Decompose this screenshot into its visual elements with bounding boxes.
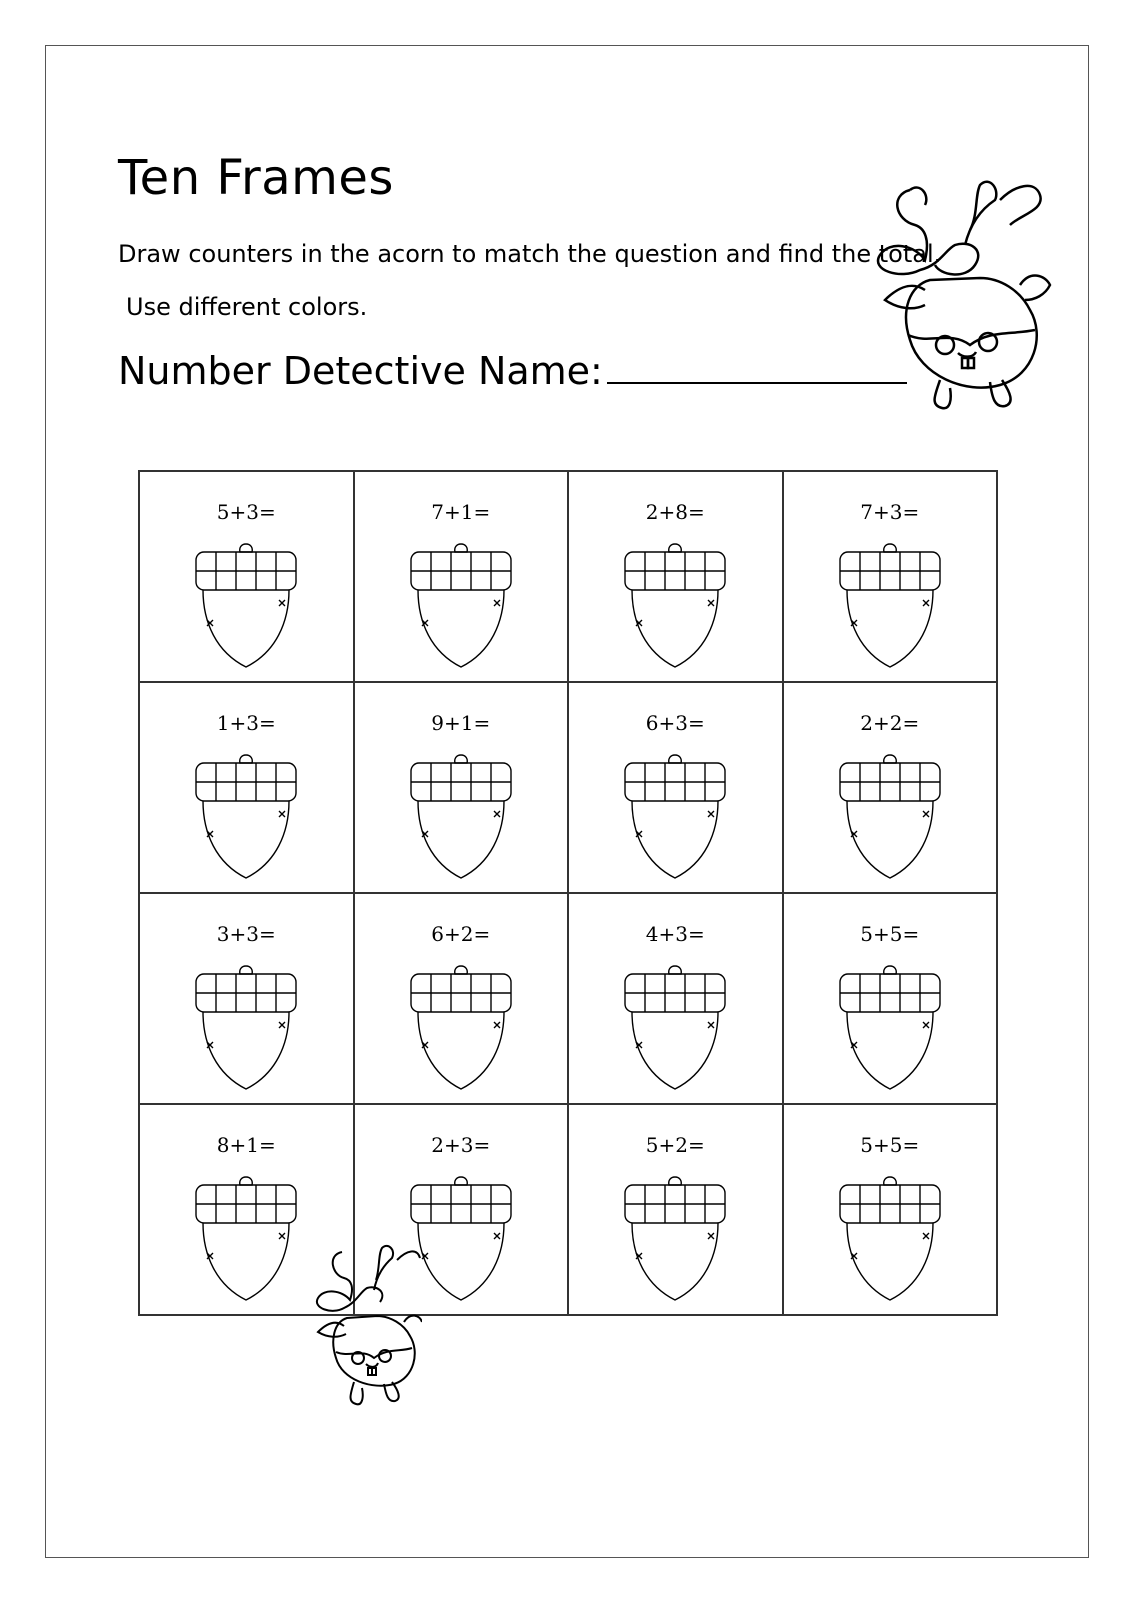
- acorn-ten-frame-icon[interactable]: [406, 1175, 516, 1305]
- instruction-text: Draw counters in the acorn to match the question and find the total.: [118, 240, 942, 268]
- addition-problem: 3+3=: [216, 922, 276, 946]
- addition-problem: 6+3=: [645, 711, 705, 735]
- acorn-ten-frame-icon[interactable]: [620, 1175, 730, 1305]
- squirrel-icon: [870, 170, 1055, 445]
- addition-problem: 7+1=: [431, 500, 491, 524]
- addition-problem: 2+8=: [645, 500, 705, 524]
- problem-cell: [354, 471, 569, 682]
- addition-problem: 2+2=: [860, 711, 920, 735]
- problem-cell: [568, 1104, 783, 1315]
- acorn-ten-frame-icon[interactable]: [835, 753, 945, 883]
- addition-problem: 5+2=: [645, 1133, 705, 1157]
- acorn-ten-frame-icon[interactable]: [620, 542, 730, 672]
- problem-cell: [783, 471, 998, 682]
- acorn-ten-frame-icon[interactable]: [620, 964, 730, 1094]
- name-blank-line[interactable]: [607, 350, 907, 384]
- problem-cell: [139, 471, 354, 682]
- acorn-ten-frame-icon[interactable]: [406, 964, 516, 1094]
- name-field[interactable]: [118, 349, 907, 393]
- problem-cell: [139, 893, 354, 1104]
- acorn-ten-frame-icon[interactable]: [191, 542, 301, 672]
- problem-grid: [138, 470, 998, 1316]
- acorn-ten-frame-icon[interactable]: [835, 1175, 945, 1305]
- addition-problem: 1+3=: [216, 711, 276, 735]
- problem-cell: [783, 682, 998, 893]
- acorn-ten-frame-icon[interactable]: [191, 1175, 301, 1305]
- acorn-ten-frame-icon[interactable]: [406, 542, 516, 672]
- problem-cell: [783, 1104, 998, 1315]
- problem-cell: [568, 471, 783, 682]
- problem-cell: [354, 682, 569, 893]
- squirrel-icon: [312, 1240, 422, 1420]
- page-title: Ten Frames: [118, 150, 394, 206]
- addition-problem: 7+3=: [860, 500, 920, 524]
- acorn-ten-frame-icon[interactable]: [835, 964, 945, 1094]
- addition-problem: 8+1=: [216, 1133, 276, 1157]
- addition-problem: 4+3=: [645, 922, 705, 946]
- instruction-colors-text: Use different colors.: [126, 293, 368, 321]
- acorn-ten-frame-icon[interactable]: [835, 542, 945, 672]
- name-label: Number Detective Name:: [118, 349, 603, 393]
- acorn-ten-frame-icon[interactable]: [191, 964, 301, 1094]
- problem-cell: [783, 893, 998, 1104]
- problem-cell: [354, 893, 569, 1104]
- addition-problem: 5+5=: [860, 922, 920, 946]
- acorn-ten-frame-icon[interactable]: [191, 753, 301, 883]
- addition-problem: 5+5=: [860, 1133, 920, 1157]
- problem-cell: [568, 682, 783, 893]
- problem-cell: [568, 893, 783, 1104]
- addition-problem: 6+2=: [431, 922, 491, 946]
- addition-problem: 9+1=: [431, 711, 491, 735]
- addition-problem: 5+3=: [216, 500, 276, 524]
- problem-cell: [139, 682, 354, 893]
- acorn-ten-frame-icon[interactable]: [620, 753, 730, 883]
- acorn-ten-frame-icon[interactable]: [406, 753, 516, 883]
- addition-problem: 2+3=: [431, 1133, 491, 1157]
